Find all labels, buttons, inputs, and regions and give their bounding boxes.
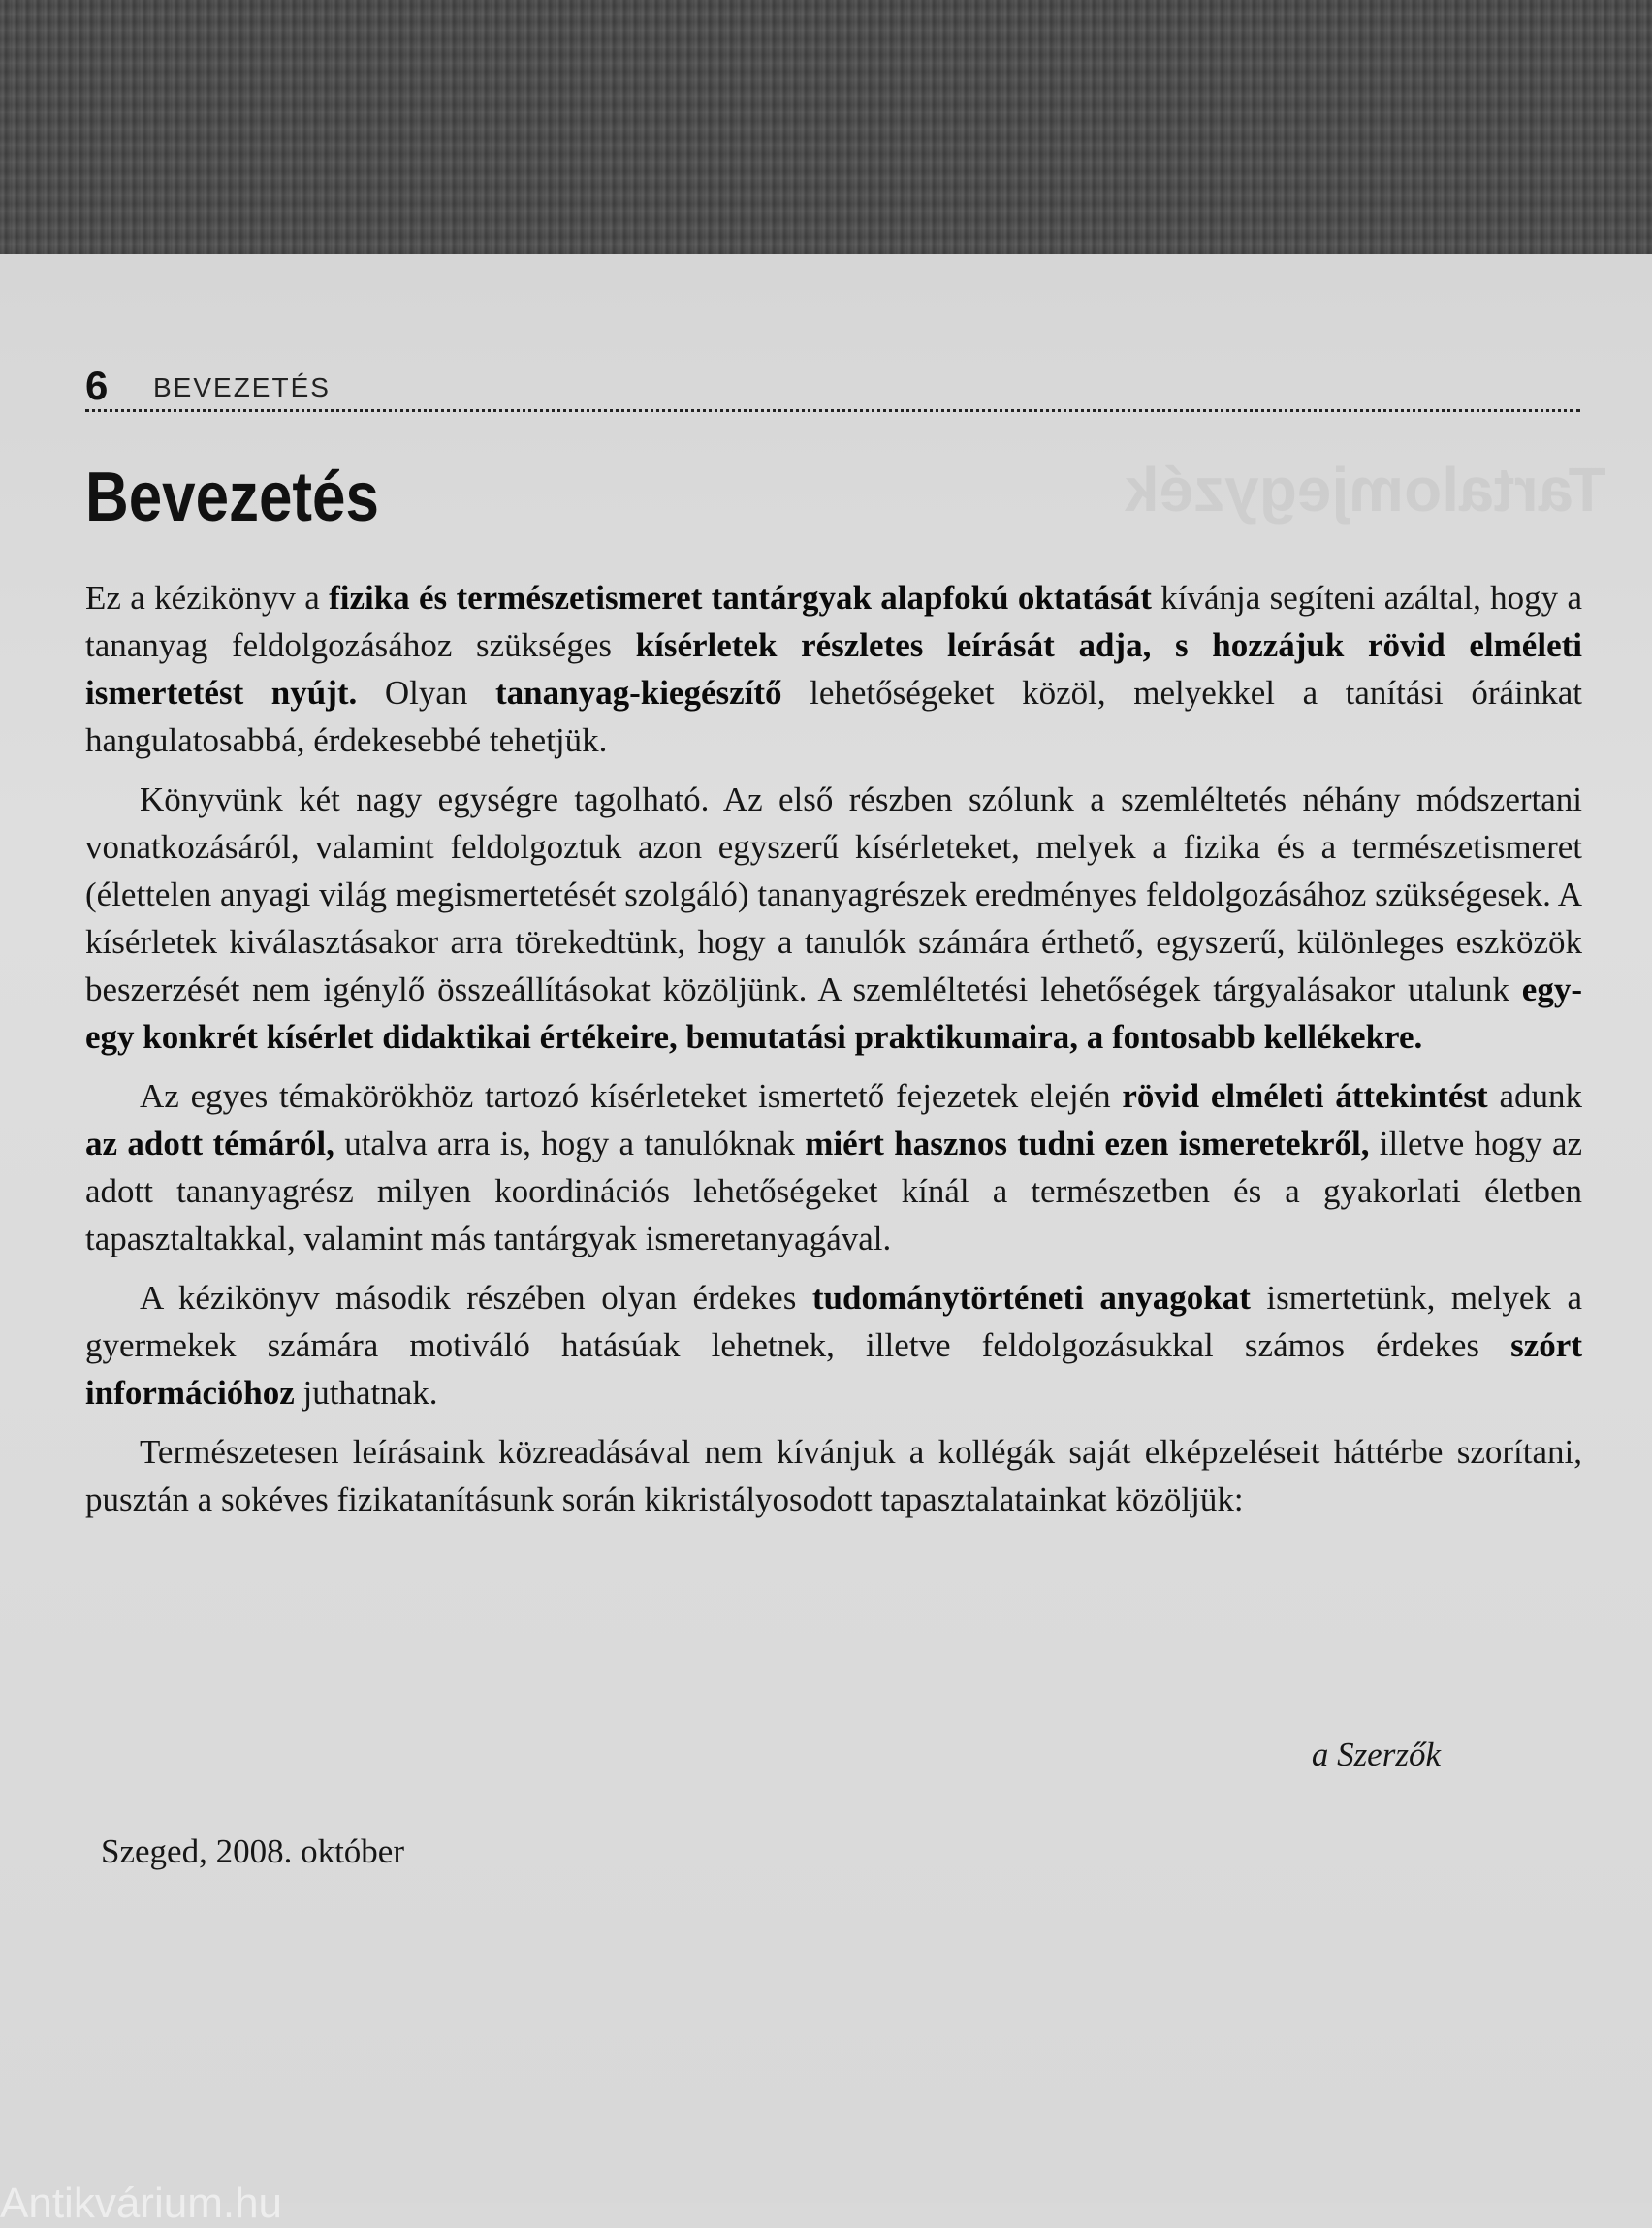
paragraph-2 [85, 776, 1582, 1061]
text-run: utalva arra is, hogy a tanulóknak [334, 1125, 806, 1162]
background-surface [0, 0, 1652, 262]
emphasis: rövid elméleti áttekintést [1122, 1077, 1488, 1115]
emphasis: egy-egy konkrét kísérlet didaktikai értékeire, bemutatási praktikumaira, a fontosabb kellékekre. [85, 971, 1582, 1056]
paragraph-3 [85, 1072, 1582, 1262]
emphasis: szórt információhoz [85, 1326, 1582, 1412]
show-through-text: Tartalomjegyzék [1125, 455, 1606, 525]
text-run: Természetesen leírásaink közreadásával nem kívánjuk a kollégák saját elképzeléseit háttérbe szorítani, pusztán a sokéves fizikatanításunk során kikristályosodott tapasztalatainkat közöljük: [85, 1433, 1582, 1518]
paragraph-4 [85, 1274, 1582, 1416]
emphasis: az adott témáról, [85, 1125, 334, 1162]
text-run: Könyvünk két nagy egységre tagolható. Az első részben szólunk a szemléltetés néhány módszertani vonatkozásáról, valamint feldolgoztuk azon egyszerű kísérleteket, melyek a fizika és a természetismeret (élettelen anyagi világ megismertetését szolgáló) tananyagrészek eredményes feldolgozásához szükségesek. A kísérletek kiválasztásakor arra törekedtünk, hogy a tanulók számára érthető, egyszerű, különleges eszközök beszerzését nem igénylő összeállításokat közöljünk. A szemléltetési lehetőségek tárgyalásakor utalunk [85, 780, 1582, 1008]
running-head: BEVEZETÉS [153, 372, 331, 402]
body-text [85, 574, 1582, 1535]
signature: a Szerzők [1311, 1735, 1441, 1773]
emphasis: kísérletek részletes leírását adja, s hozzájuk rövid elméleti ismertetést nyújt. [85, 626, 1582, 712]
chapter-title: Bevezetés [85, 459, 379, 536]
text-run: kívánja segíteni azáltal, hogy a tananyag feldolgozásához szükséges [85, 579, 1582, 664]
text-run: juthatnak. [294, 1374, 438, 1412]
emphasis: tudománytörténeti anyagokat [811, 1279, 1251, 1317]
paragraph-1 [85, 574, 1582, 764]
text-run: lehetőségeket közöl, melyekkel a tanítási óráinkat hangulatosabbá, érdekesebbé tehetjük. [85, 674, 1583, 759]
watermark: Antikvárium.hu [0, 2180, 283, 2227]
text-run: Ez a kézikönyv a [85, 579, 330, 617]
text-run: adunk [1487, 1077, 1583, 1115]
emphasis: miért hasznos tudni ezen ismeretekről, [805, 1125, 1370, 1162]
page-number: 6 [85, 363, 109, 408]
text-run: illetve hogy az adott tananyagrész milyen koordinációs lehetőségeket kínál a természetben és a gyakorlati életben tapasztaltakkal, valamint más tantárgyak ismeretanyagával. [85, 1125, 1583, 1257]
text-run: Az egyes témakörökhöz tartozó kísérleteket ismertető fejezetek elején [140, 1077, 1123, 1115]
page-header [85, 361, 1580, 412]
emphasis: fizika és természetismeret tantárgyak alapfokú oktatását [329, 579, 1152, 617]
emphasis: tananyag-kiegészítő [494, 674, 782, 712]
text-run: Olyan [357, 674, 495, 712]
book-page [0, 254, 1652, 2227]
paragraph-5 [85, 1428, 1582, 1523]
text-run: A kézikönyv második részében olyan érdekes [140, 1279, 812, 1317]
place-date: Szeged, 2008. október [101, 1832, 404, 1870]
text-run: ismertetünk, melyek a gyermekek számára motiváló hatásúak lehetnek, illetve feldolgozásukkal számos érdekes [85, 1279, 1582, 1364]
